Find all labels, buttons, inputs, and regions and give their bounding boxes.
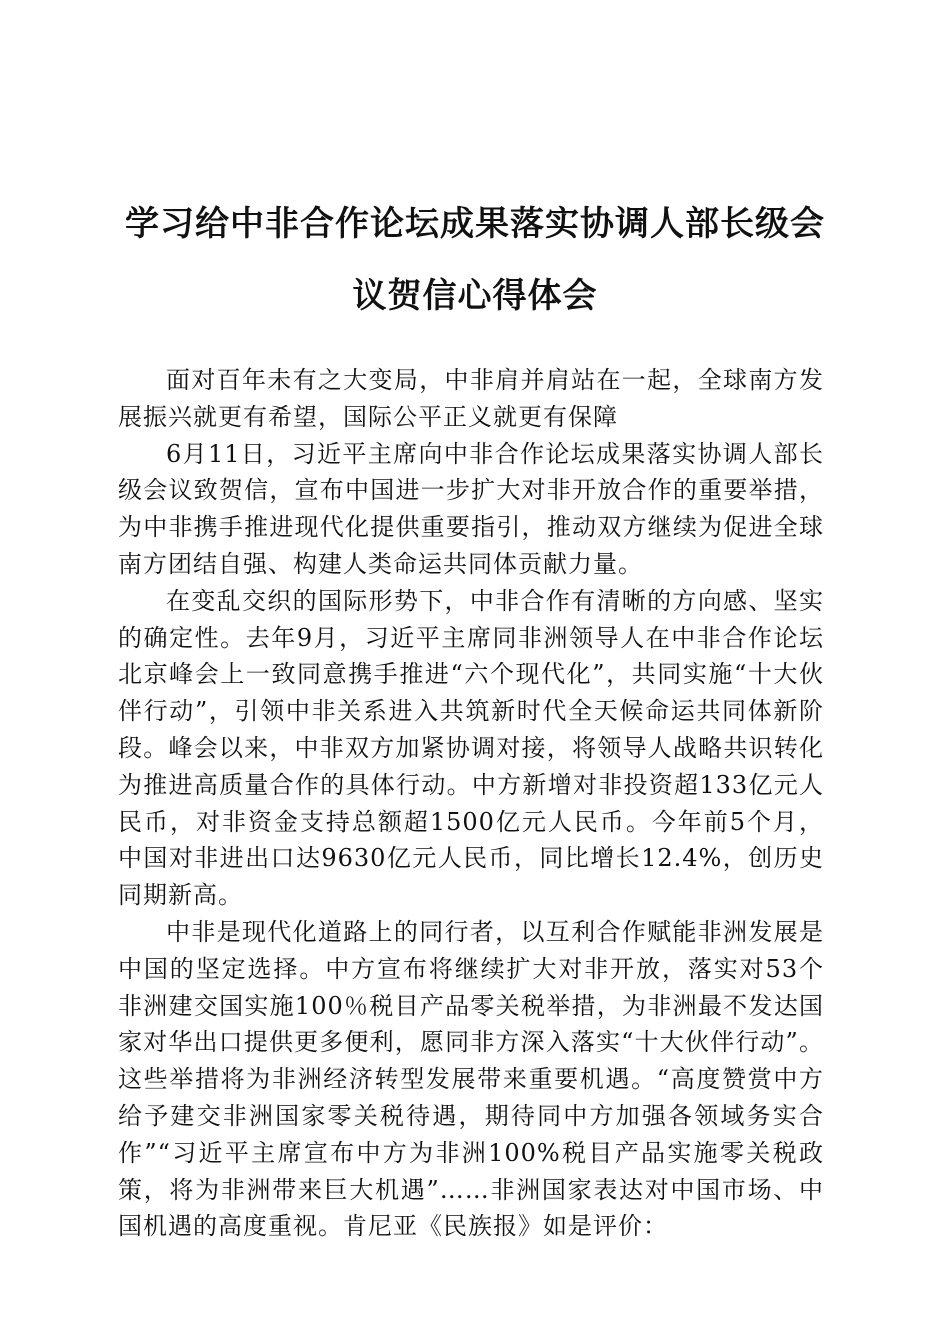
paragraph-4: 中非是现代化道路上的同行者，以互利合作赋能非洲发展是中国的坚定选择。中方宣布将继续扩大对非开放，落实对53个非洲建交国实施100％税目产品零关税举措，为非洲最不发达国家对华出口提供更多便利，愿同非方深入落实“十大伙伴行动”。这些举措将为非洲经济转型发展带来重要机遇。“高度赞赏中方给予建交非洲国家零关税待遇，期待同中方加强各领域务实合作”“习近平主席宣布中方为非洲100%税目产品实施零关税政策，将为非洲带来巨大机遇”……非洲国家表达对中国市场、中国机遇的高度重视。肯尼亚《民族报》如是评价： xyxy=(118,917,824,1241)
paragraph-1: 面对百年未有之大变局，中非肩并肩站在一起，全球南方发展振兴就更有希望，国际公平正义就更有保障 xyxy=(118,366,824,431)
document-body xyxy=(118,362,824,1245)
title-line-1: 学习给中非合作论坛成果落实协调人部长级会 xyxy=(125,204,825,244)
title-line-2: 议贺信心得体会 xyxy=(352,276,598,316)
paragraph-3: 在变乱交织的国际形势下，中非合作有清晰的方向感、坚实的确定性。去年9月，习近平主席同非洲领导人在中非合作论坛北京峰会上一致同意携手推进“六个现代化”，共同实施“十大伙伴行动”，引领中非关系进入共筑新时代全天候命运共同体新阶段。峰会以来，中非双方加紧协调对接，将领导人战略共识转化为推进高质量合作的具体行动。中方新增对非投资超133亿元人民币，对非资金支持总额超1500亿元人民币。今年前5个月，中国对非进出口达9630亿元人民币，同比增长12.4%，创历史同期新高。 xyxy=(118,586,824,910)
paragraph-2: 6月11日，习近平主席向中非合作论坛成果落实协调人部长级会议致贺信，宣布中国进一步扩大对非开放合作的重要举措，为中非携手推进现代化提供重要指引，推动双方继续为促进全球南方团结自强、构建人类命运共同体贡献力量。 xyxy=(118,439,824,578)
page-title xyxy=(110,188,840,332)
